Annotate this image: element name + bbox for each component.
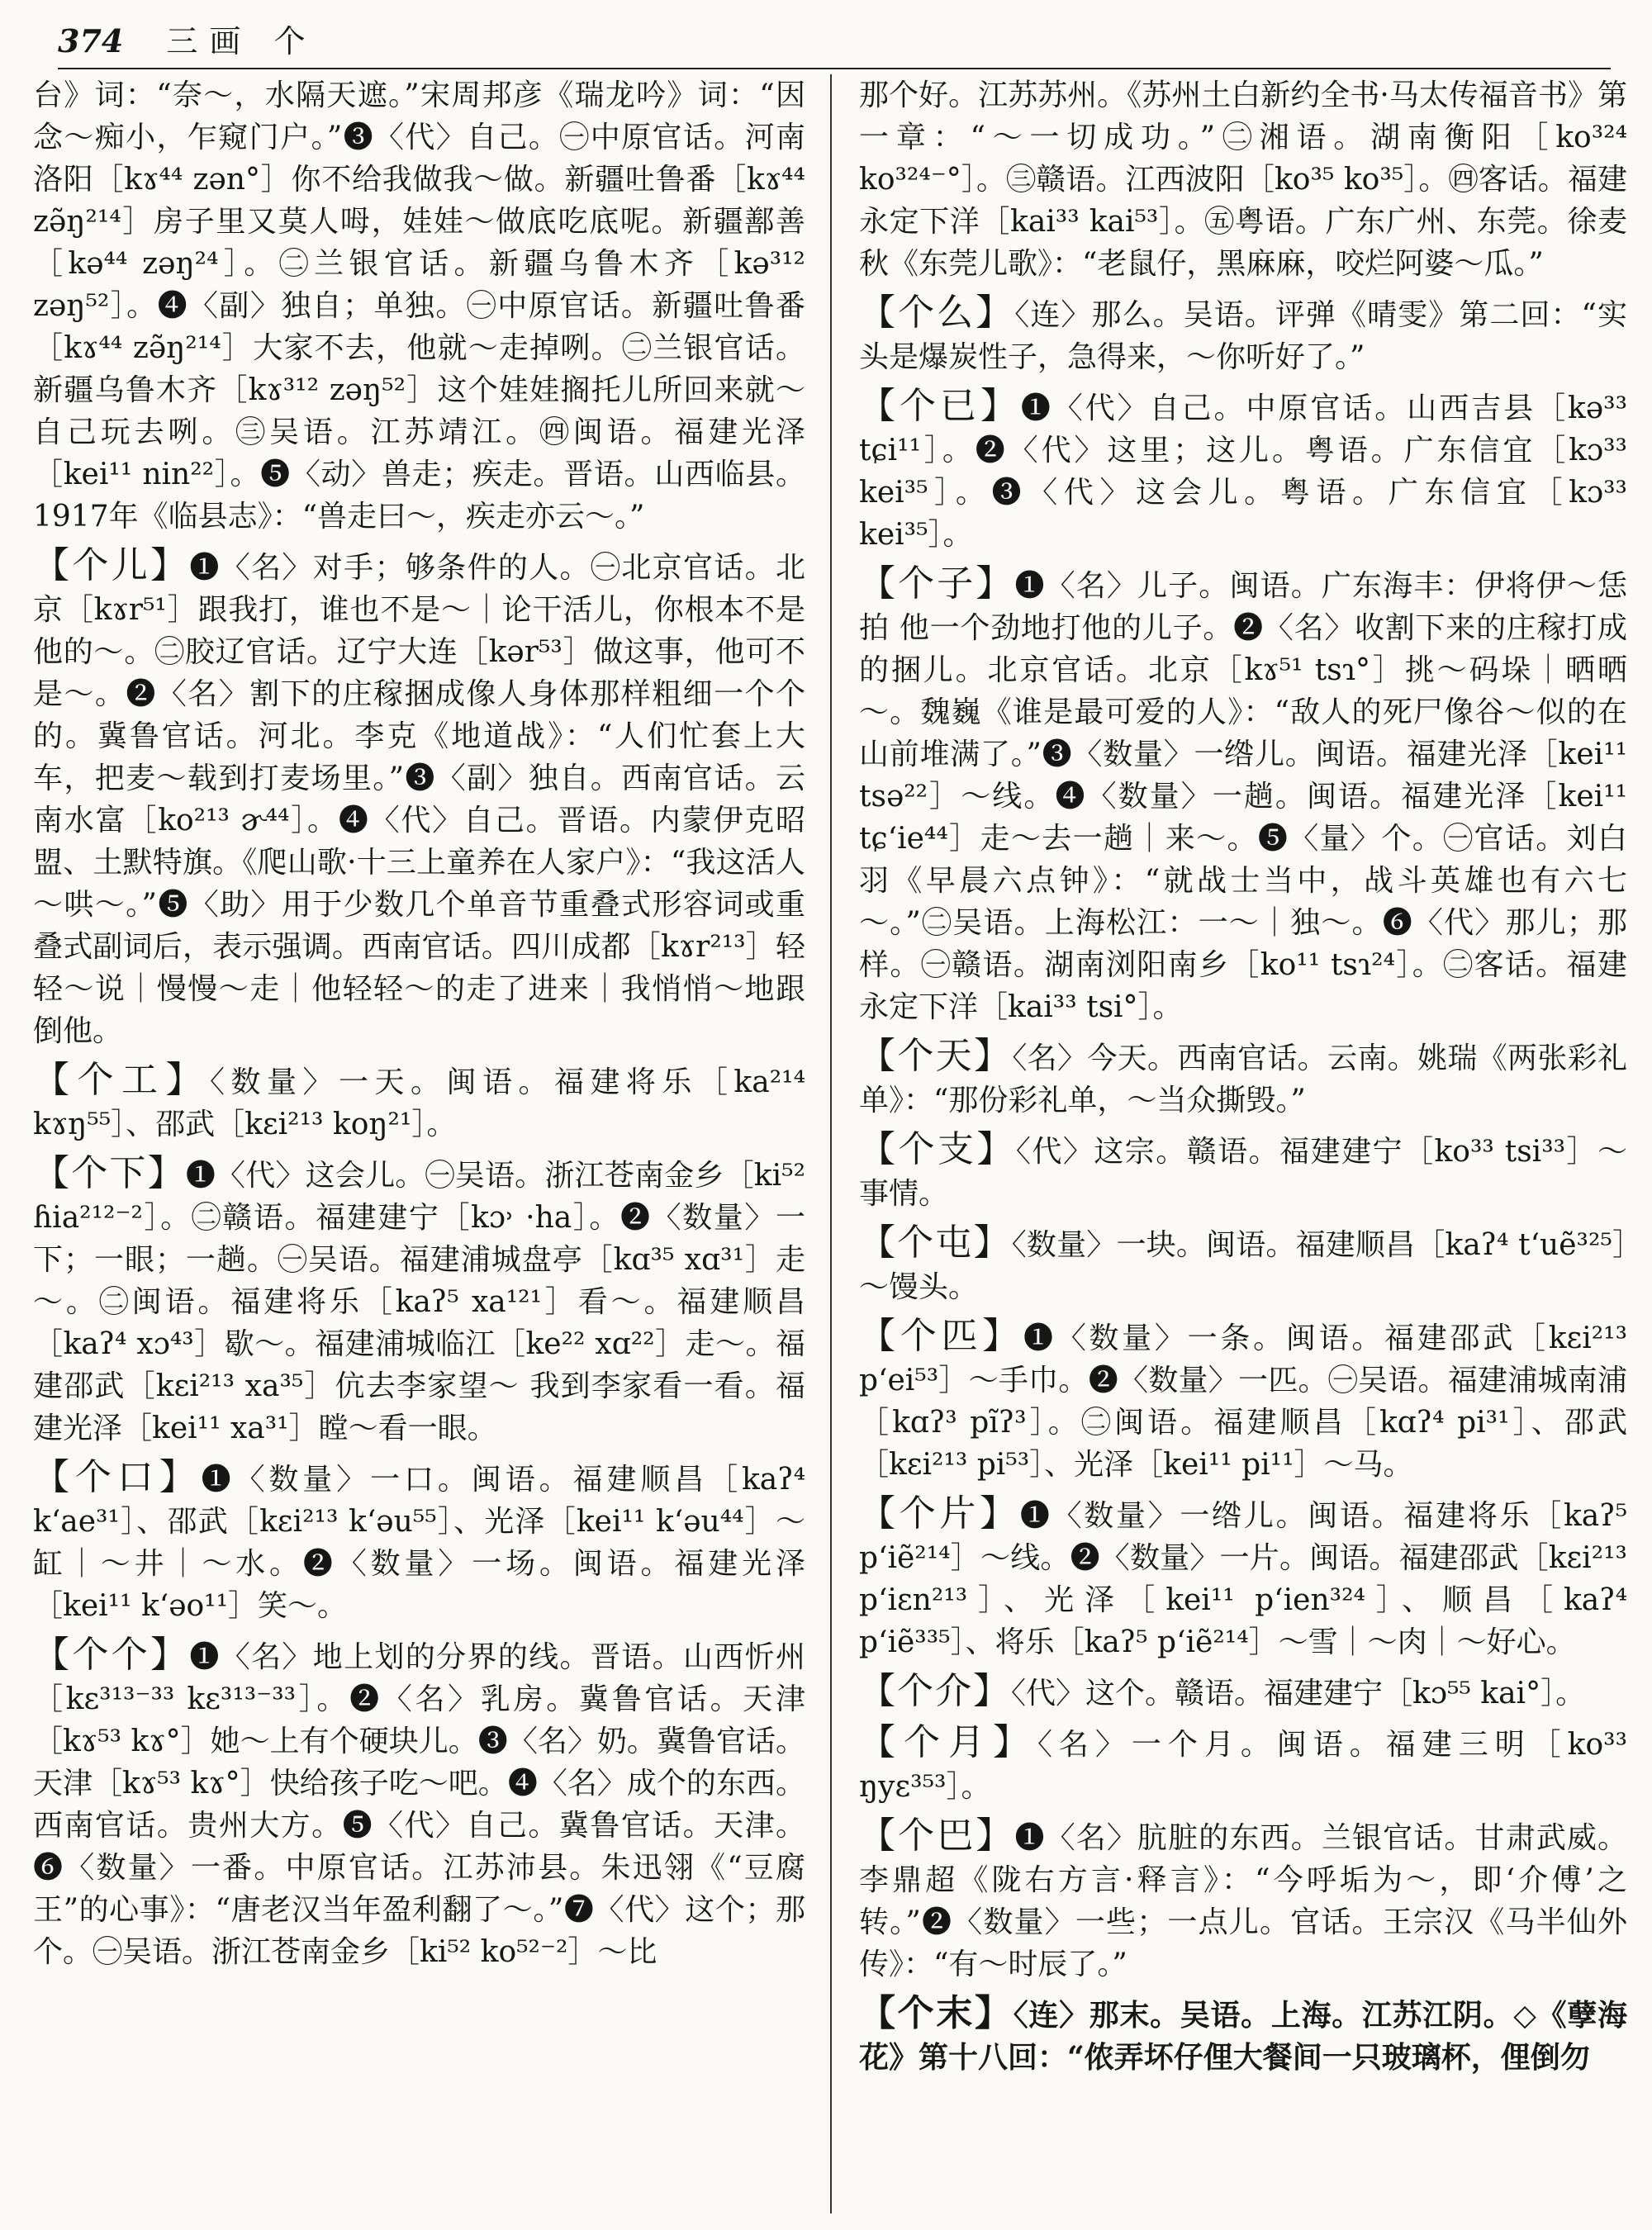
entry-definition: 〈名〉一个月。闽语。福建三明［ko³³ ŋyɛ³⁵³］。 — [859, 1728, 1627, 1804]
dictionary-entry — [33, 1059, 805, 1146]
entry-headword: 【个么】 — [859, 292, 1015, 334]
entry-headword: 【个月】 — [859, 1721, 1037, 1763]
dictionary-entry — [33, 1152, 805, 1450]
entry-headword: 【个屯】 — [859, 1222, 1012, 1264]
entry-headword: 【个巴】 — [859, 1815, 1015, 1857]
entry-headword: 【个下】 — [33, 1152, 186, 1194]
dictionary-entry — [33, 1634, 805, 1973]
entry-definition: 那个好。江苏苏州。《苏州土白新约全书·马太传福音书》第一章：“～一切成功。”㊁湘语。湖南衡阳［ko³²⁴ ko³²⁴⁻°］。㊂赣语。江西波阳［ko³⁵ ko³⁵］。㊃客话。福建永定下洋［kai³³ kai⁵³］。㊄粤语。广东广州、东莞。徐麦秋《东莞儿歌》：“老鼠仔，黑麻麻，咬烂阿婆～瓜。” — [859, 78, 1627, 281]
page-running-title: 三画 个 — [166, 23, 317, 59]
dictionary-entry — [859, 1128, 1627, 1215]
entry-definition: 〈名〉今天。西南官话。云南。姚瑞《两张彩礼单》：“那份彩礼单，～当众撕毁。” — [859, 1041, 1627, 1117]
entry-headword: 【个儿】 — [33, 544, 190, 586]
page-header — [58, 18, 1611, 64]
right-column — [859, 74, 1627, 2222]
entry-definition: ❶〈代〉这会儿。㊀吴语。浙江苍南金乡［ki⁵² ɦia²¹²⁻²］。㊁赣语。福建建宁［kɔ˒ ·ha］。❷〈数量〉一下；一眼；一趟。㊀吴语。福建浦城盘亭［kɑ³⁵ xɑ³¹］走～。㊁闽语。福建将乐［kaʔ⁵ xa¹²¹］看～。福建顺昌［kaʔ⁴ xɔ⁴³］歇～。福建浦城临江［ke²² xɑ²²］走～。福建邵武［kɛi²¹³ xa³⁵］伉去李家望～ 我到李家看一看。福建光泽［kei¹¹ xa³¹］瞠～看一眼。 — [33, 1159, 805, 1445]
dictionary-entry — [859, 1815, 1627, 1986]
entry-headword: 【个个】 — [33, 1634, 190, 1676]
dictionary-entry — [859, 74, 1627, 285]
dictionary-entry — [859, 292, 1627, 378]
entry-headword: 【个天】 — [859, 1035, 1013, 1077]
entry-headword: 【个片】 — [859, 1492, 1020, 1535]
dictionary-entry — [33, 74, 805, 538]
entry-definition: 〈连〉那末。吴语。上海。江苏江阴。◇《孽海花》第十八回：“侬弄坏仔俚大餐间一只玻璃杯，俚倒勿 — [859, 1998, 1627, 2075]
dictionary-entry — [859, 385, 1627, 556]
left-column — [33, 74, 805, 2222]
dictionary-entry — [859, 1315, 1627, 1486]
entry-definition: ❶〈名〉儿子。闽语。广东海丰：伊将伊～恁拍 他一个劲地打他的儿子。❷〈名〉收割下来的庄稼打成的捆儿。北京官话。北京［kɤ⁵¹ tsɿ°］挑～码垛｜晒晒～。魏巍《谁是最可爱的人》：“敌人的死尸像谷～似的在山前堆满了。”❸〈数量〉一绺儿。闽语。福建光泽［kei¹¹ tsə²²］～线。❹〈数量〉一趟。闽语。福建光泽［kei¹¹ tɕ‘ie⁴⁴］走～去一趟｜来～。❺〈量〉个。㊀官话。刘白羽《早晨六点钟》：“就战士当中，战斗英雄也有六七～。”㊁吴语。上海松江：一～｜独～。❻〈代〉那儿；那样。㊀赣语。湖南浏阳南乡［ko¹¹ tsɿ²⁴］。㊁客话。福建永定下洋［kai³³ tsi°］。 — [859, 569, 1627, 1024]
page-number: 374 — [58, 22, 124, 59]
entry-headword: 【个匹】 — [859, 1315, 1023, 1357]
dictionary-entry — [859, 1222, 1627, 1308]
entry-definition: 〈代〉这宗。赣语。福建建宁［ko³³ tsi³³］～事情。 — [859, 1135, 1627, 1211]
entry-definition: 〈数量〉一天。闽语。福建将乐［ka²¹⁴ kɤŋ⁵⁵］、邵武［kɛi²¹³ koŋ²¹］。 — [33, 1065, 805, 1141]
entry-definition: ❶〈数量〉一口。闽语。福建顺昌［kaʔ⁴ k‘ae³¹］、邵武［kɛi²¹³ k‘əu⁵⁵］、光泽［kei¹¹ k‘əu⁴⁴］～缸｜～井｜～水。❷〈数量〉一场。闽语。福建光泽［kei¹¹ k‘əo¹¹］笑～。 — [33, 1463, 805, 1623]
entry-definition: ❶〈数量〉一绺儿。闽语。福建将乐［kaʔ⁵ p‘iẽ²¹⁴］～线。❷〈数量〉一片。闽语。福建邵武［kɛi²¹³ p‘iɛn²¹³］、光泽［kei¹¹ p‘ien³²⁴］、顺昌［kaʔ⁴ p‘iẽ³³⁵］、将乐［kaʔ⁵ p‘iẽ²¹⁴］～雪｜～肉｜～好心。 — [859, 1499, 1627, 1659]
dictionary-entry — [859, 1721, 1627, 1808]
dictionary-entry — [859, 1035, 1627, 1122]
dictionary-entry — [33, 544, 805, 1052]
dictionary-entry — [859, 1670, 1627, 1715]
entry-headword: 【个子】 — [859, 562, 1015, 605]
entry-definition: 〈数量〉一块。闽语。福建顺昌［kaʔ⁴ t‘uẽ³²⁵］～馒头。 — [859, 1228, 1627, 1304]
dictionary-entry — [859, 562, 1627, 1028]
dictionary-entry — [859, 1492, 1627, 1663]
entry-headword: 【个介】 — [859, 1670, 1011, 1712]
entry-definition: ❶〈名〉地上划的分界的线。晋语。山西忻州［kɛ³¹³⁻³³ kɛ³¹³⁻³³］。❷〈名〉乳房。冀鲁官话。天津［kɤ⁵³ kɤ°］她～上有个硬块儿。❸〈名〉奶。冀鲁官话。天津［kɤ⁵³ kɤ°］快给孩子吃～吧。❹〈名〉成个的东西。西南官话。贵州大方。❺〈代〉自己。冀鲁官话。天津。❻〈数量〉一番。中原官话。江苏沛县。朱迅翎《“豆腐王”的心事》：“唐老汉当年盈利翻了～。”❼〈代〉这个；那个。㊀吴语。浙江苍南金乡［ki⁵² ko⁵²⁻²］～比 — [33, 1640, 805, 1969]
entry-definition: ❶〈数量〉一条。闽语。福建邵武［kɛi²¹³ p‘ei⁵³］～手巾。❷〈数量〉一匹。㊀吴语。福建浦城南浦［kɑʔ³ pĩʔ³］。㊁闽语。福建顺昌［kɑʔ⁴ pi³¹］、邵武［kɛi²¹³ pi⁵³］、光泽［kei¹¹ pi¹¹］～马。 — [859, 1321, 1627, 1482]
entry-definition: ❶〈名〉肮脏的东西。兰银官话。甘肃武威。李鼎超《陇右方言·释言》：“今呼垢为～，即‘介傅’之转。”❷〈数量〉一些；一点儿。官话。王宗汉《马半仙外传》：“有～时辰了。” — [859, 1821, 1627, 1981]
entry-headword: 【个工】 — [33, 1059, 210, 1101]
entry-headword: 【个末】 — [859, 1992, 1014, 2034]
entry-definition: 台》词：“奈～，水隔天遮。”宋周邦彦《瑞龙吟》词：“因念～痴小，乍窥门户。”❸〈代〉自己。㊀中原官话。河南洛阳［kɤ⁴⁴ zən°］你不给我做我～做。新疆吐鲁番［kɤ⁴⁴ zə̃ŋ²¹⁴］房子里又莫人呣，娃娃～做底吃底呢。新疆鄯善［kə⁴⁴ zəŋ²⁴］。㊁兰银官话。新疆乌鲁木齐［kə³¹² zəŋ⁵²］。❹〈副〉独自；单独。㊀中原官话。新疆吐鲁番［kɤ⁴⁴ zə̃ŋ²¹⁴］大家不去，他就～走掉咧。㊁兰银官话。新疆乌鲁木齐［kɤ³¹² zəŋ⁵²］这个娃娃搁托儿所回来就～自己玩去咧。㊂吴语。江苏靖江。㊃闽语。福建光泽［kei¹¹ nin²²］。❺〈动〉兽走；疾走。晋语。山西临县。1917年《临县志》：“兽走曰～，疾走亦云～。” — [33, 78, 805, 534]
entry-definition: ❶〈名〉对手；够条件的人。㊀北京官话。北京［kɤr⁵¹］跟我打，谁也不是～｜论干活儿，你根本不是他的～。㊁胶辽官话。辽宁大连［kər⁵³］做这事，他可不是～。❷〈名〉割下的庄稼捆成像人身体那样粗细一个个的。冀鲁官话。河北。李克《地道战》：“人们忙套上大车，把麦～载到打麦场里。”❸〈副〉独自。西南官话。云南水富［ko²¹³ ɚ⁴⁴］。❹〈代〉自己。晋语。内蒙伊克昭盟、土默特旗。《爬山歌·十三上童养在人家户》：“我这活人～哄～。”❺〈助〉用于少数几个单音节重叠式形容词或重叠式副词后，表示强调。西南官话。四川成都［kɤr²¹³］轻轻～说｜慢慢～走｜他轻轻～的走了进来｜我悄悄～地跟倒他。 — [33, 551, 805, 1048]
entry-definition: 〈连〉那么。吴语。评弹《晴雯》第二回：“实头是爆炭性子，急得来，～你听好了。” — [859, 298, 1627, 374]
entry-definition: ❶〈代〉自己。中原官话。山西吉县［kə³³ tɕi¹¹］。❷〈代〉这里；这儿。粤语。广东信宜［kɔ³³ kei³⁵］。❸〈代〉这会儿。粤语。广东信宜［kɔ³³ kei³⁵］。 — [859, 391, 1627, 552]
dictionary-entry — [33, 1456, 805, 1627]
entry-headword: 【个已】 — [859, 385, 1021, 427]
entry-headword: 【个支】 — [859, 1128, 1016, 1170]
entry-definition: 〈代〉这个。赣语。福建建宁［kɔ⁵⁵ kai°］。 — [1011, 1677, 1586, 1710]
dictionary-entry — [859, 1992, 1627, 2079]
header-rule — [58, 68, 1611, 69]
entry-headword: 【个口】 — [33, 1456, 202, 1498]
column-divider — [830, 74, 832, 2213]
